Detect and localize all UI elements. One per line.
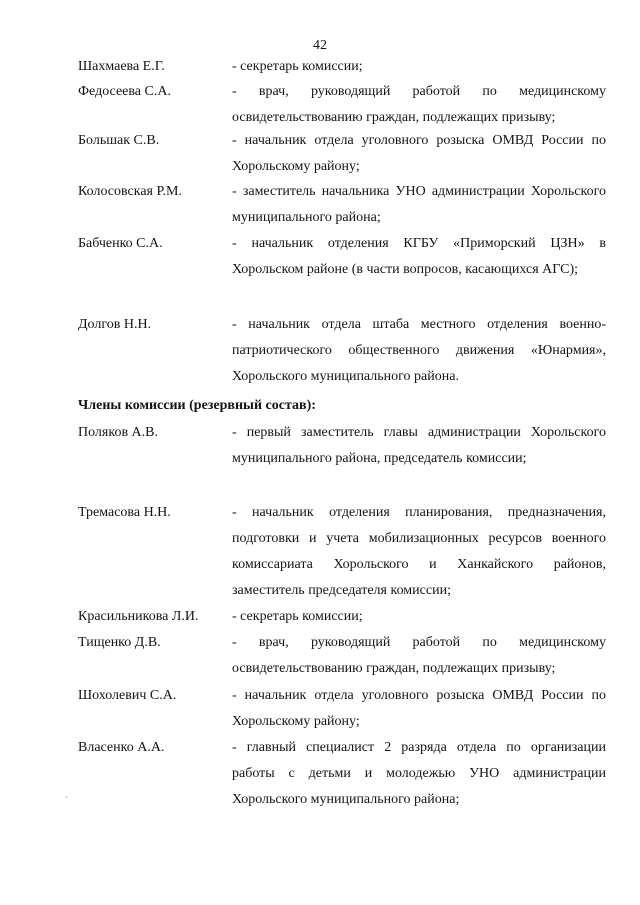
member-name: Шохолевич С.А. [78,688,177,703]
member-role: - начальник отдела штаба местного отделения военно-патриотического общественного движения «Юнармия», Хорольского муниципального района. [232,317,606,384]
member-name: Колосовская Р.М. [78,184,182,199]
member-name: Долгов Н.Н. [78,317,152,332]
member-role: - врач, руководящий работой по медицинскому освидетельствованию граждан, подлежащих призыву; [232,635,606,676]
member-name: Тищенко Д.В. [78,635,161,650]
member-role: - начальник отдела уголовного розыска ОМВД России по Хорольскому району; [232,688,606,729]
member-name: Шахмаева Е.Г. [78,59,165,74]
member-name: Красильникова Л.И. [78,609,199,624]
page-number: 42 [313,38,327,53]
member-role: - врач, руководящий работой по медицинскому освидетельствованию граждан, подлежащих призыву; [232,84,606,125]
member-role: - заместитель начальника УНО администрации Хорольского муниципального района; [232,184,606,225]
member-role: - первый заместитель главы администрации Хорольского муниципального района, председатель комиссии; [232,425,606,466]
member-name: Большак С.В. [78,133,160,148]
member-name: Поляков А.В. [78,425,159,440]
member-name: Тремасова Н.Н. [78,505,171,520]
member-role: - начальник отделения КГБУ «Приморский ЦЗН» в Хорольском районе (в части вопросов, касающихся АГС); [232,236,606,277]
member-role: - начальник отдела уголовного розыска ОМВД России по Хорольскому району; [232,133,606,174]
member-role: - секретарь комиссии; [232,609,363,624]
member-name: Федосеева С.А. [78,84,171,99]
reserve-heading: Члены комиссии (резервный состав): [78,398,316,413]
member-role: - секретарь комиссии; [232,59,363,74]
member-role: - начальник отделения планирования, предназначения, подготовки и учета мобилизационных ресурсов военного комиссариата Хорольского и Ханкайского районов, заместитель председателя комиссии; [232,505,606,598]
scan-speck [66,796,67,798]
member-name: Власенко А.А. [78,740,165,755]
member-name: Бабченко С.А. [78,236,163,251]
member-role: - главный специалист 2 разряда отдела по организации работы с детьми и молодежью УНО администрации Хорольского муниципального района; [232,740,606,807]
